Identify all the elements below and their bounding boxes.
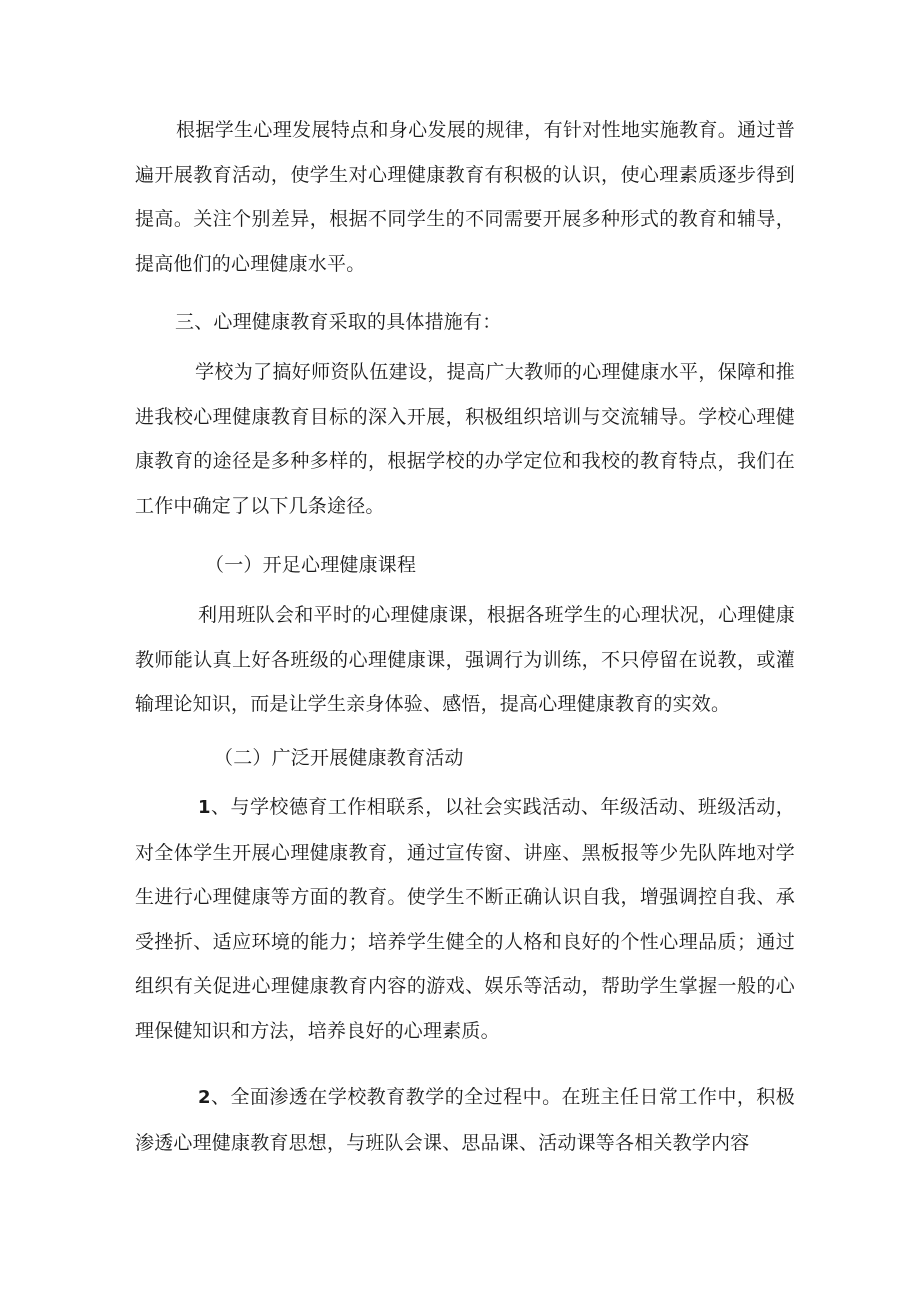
paragraph-teacher-training: 学校为了搞好师资队伍建设，提高广大教师的心理健康水平，保障和推进我校心理健康教育目标的深入开展，积极组织培训与交流辅导。学校心理健康教育的途径是多种多样的，根据学校的办学定位和我校的教育特点，我们在工作中确定了以下几条途径。: [135, 361, 795, 517]
list-item-2: [135, 1075, 795, 1165]
list-item-number: 1: [198, 797, 211, 818]
subheading-activities: （二）广泛开展健康教育活动: [214, 747, 464, 769]
list-item-text: 、全面渗透在学校教育教学的全过程中。在班主任日常工作中，积极渗透心理健康教育思想，与班队会课、思品课、活动课等各相关教学内容: [135, 1086, 795, 1154]
section-heading-measures: 三、心理健康教育采取的具体措施有：: [175, 311, 502, 333]
list-item-number: 2: [198, 1087, 211, 1108]
paragraph-curriculum: 利用班队会和平时的心理健康课，根据各班学生的心理状况，心理健康教师能认真上好各班级的心理健康课，强调行为训练，不只停留在说教，或灌输理论知识，而是让学生亲身体验、感悟，提高心理健康教育的实效。: [135, 604, 795, 715]
subheading-curriculum: （一）开足心理健康课程: [205, 554, 417, 576]
list-item-1: [135, 785, 795, 1053]
paragraph-intro: 根据学生心理发展特点和身心发展的规律，有针对性地实施教育。通过普遍开展教育活动，使学生对心理健康教育有积极的认识，使心理素质逐步得到提高。关注个别差异，根据不同学生的不同需要开展多种形式的教育和辅导，提高他们的心理健康水平。: [135, 119, 795, 275]
list-item-text: 、与学校德育工作相联系，以社会实践活动、年级活动、班级活动，对全体学生开展心理健康教育，通过宣传窗、讲座、黑板报等少先队阵地对学生进行心理健康等方面的教育。使学生不断正确认识自我，增强调控自我、承受挫折、适应环境的能力；培养学生健全的人格和良好的个性心理品质；通过组织有关促进心理健康教育内容的游戏、娱乐等活动，帮助学生掌握一般的心理保健知识和方法，培养良好的心理素质。: [135, 796, 795, 1042]
